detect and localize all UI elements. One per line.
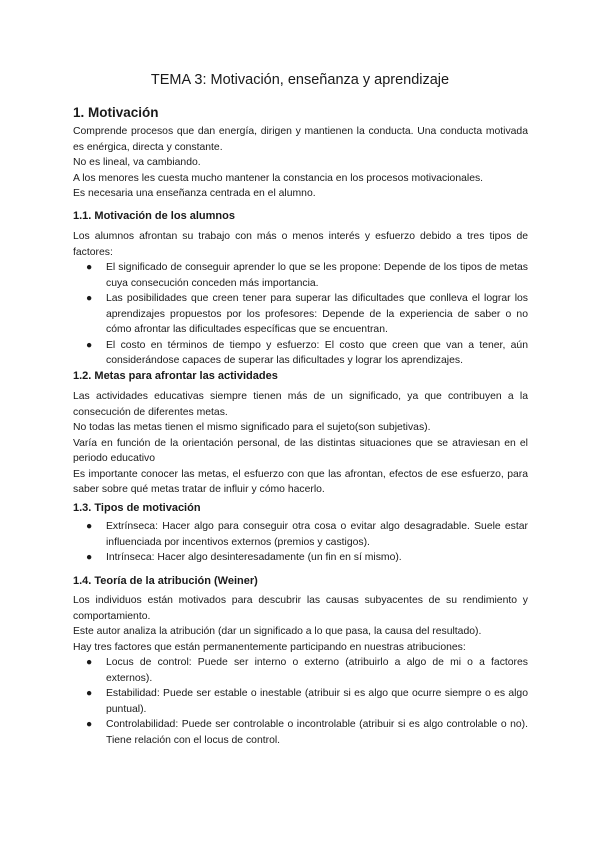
paragraph: Comprende procesos que dan energía, dirigen y mantienen la conducta. Una conducta motivada es enérgica, directa y constante.	[73, 126, 528, 153]
section-body-tipos-motivacion	[73, 519, 528, 566]
list-item	[73, 686, 528, 717]
paragraph: Es necesaria una enseñanza centrada en el alumno.	[73, 188, 316, 199]
list-item-text: Estabilidad: Puede ser estable o inestable (atribuir si es algo que ocurre siempre o es algo puntual).	[106, 688, 528, 715]
list-item-text: Controlabilidad: Puede ser controlable o incontrolable (atribuir si es algo controlable o no). Tiene relación con el locus de control.	[106, 719, 528, 746]
bullet-icon: ●	[86, 262, 93, 273]
list-item-text: Intrínseca: Hacer algo desinteresadamente (un fin en sí mismo).	[106, 552, 402, 563]
list-item	[73, 260, 528, 291]
section-body-metas	[73, 389, 528, 498]
bullet-icon: ●	[86, 293, 93, 304]
bullet-icon: ●	[86, 521, 93, 532]
bullet-list	[73, 655, 528, 748]
bullet-icon: ●	[86, 339, 93, 351]
list-item-text: Las posibilidades que creen tener para superar las dificultades que conlleva el lograr los aprendizajes propuestos por los profesores: Depende de la experiencia de saber o no cómo afrontar las dificultades específicas que se encuentran.	[106, 293, 528, 335]
section-heading-metas: 1.2. Metas para afrontar las actividades	[73, 370, 278, 382]
list-item-text: Extrínseca: Hacer algo para conseguir otra cosa o evitar algo desagradable. Suele estar influenciada por incentivos externos (premios y castigos).	[106, 521, 528, 548]
bullet-list	[73, 260, 528, 369]
bullet-icon: ●	[86, 657, 93, 668]
bullet-icon: ●	[86, 719, 93, 730]
list-item	[73, 291, 528, 338]
page-title: TEMA 3: Motivación, enseñanza y aprendizaje	[150, 72, 450, 88]
section-body-motivacion-alumnos	[73, 229, 528, 369]
paragraph: Varía en función de la orientación personal, de las distintas situaciones que se atraviesan en el periodo educativo	[73, 437, 528, 464]
list-item	[73, 519, 528, 550]
paragraph: Hay tres factores que están permanentemente participando en nuestras atribuciones:	[73, 641, 466, 653]
section-heading-teoria-atribucion: 1.4. Teoría de la atribución (Weiner)	[73, 575, 258, 587]
paragraph: No es lineal, va cambiando.	[73, 157, 201, 168]
paragraph: Este autor analiza la atribución (dar un significado a lo que pasa, la causa del resultado).	[73, 626, 482, 637]
paragraph: Es importante conocer las metas, el esfuerzo con que las afrontan, efectos de ese esfuerzo, para saber sobre qué metas tratar de influir y cómo hacerlo.	[73, 468, 528, 495]
bullet-icon: ●	[86, 688, 93, 699]
section-heading-motivacion: 1. Motivación	[73, 105, 159, 120]
paragraph: Las actividades educativas siempre tienen más de un significado, ya que contribuyen a la consecución de diferentes metas.	[73, 391, 528, 418]
section-heading-motivacion-alumnos: 1.1. Motivación de los alumnos	[73, 210, 235, 222]
list-item	[73, 717, 528, 748]
list-item-text: El significado de conseguir aprender lo que se les propone: Depende de los tipos de metas cuya consecución conceden más importancia.	[106, 262, 528, 289]
list-item	[73, 550, 528, 566]
section-body-motivacion	[73, 124, 528, 202]
paragraph: No todas las metas tienen el mismo significado para el sujeto(son subjetivas).	[73, 422, 431, 433]
paragraph: A los menores les cuesta mucho mantener la constancia en los procesos motivacionales.	[73, 172, 484, 184]
paragraph: Los individuos están motivados para descubrir las causas subyacentes de su rendimiento y comportamiento.	[73, 595, 528, 622]
list-item-text: Locus de control: Puede ser interno o externo (atribuirlo a algo de mi o a factores externos).	[106, 657, 528, 684]
bullet-list	[73, 519, 528, 566]
list-item	[73, 338, 528, 369]
list-item	[73, 655, 528, 686]
bullet-icon: ●	[86, 552, 93, 563]
list-item-text: El costo en términos de tiempo y esfuerzo: El costo que creen que van a tener, aún considerándose capaces de superar las dificultades y lograr los aprendizajes.	[106, 339, 528, 366]
section-heading-tipos-motivacion: 1.3. Tipos de motivación	[73, 502, 201, 514]
section-body-teoria-atribucion	[73, 593, 528, 748]
paragraph: Los alumnos afrontan su trabajo con más o menos interés y esfuerzo debido a tres tipos de factores:	[73, 231, 528, 258]
